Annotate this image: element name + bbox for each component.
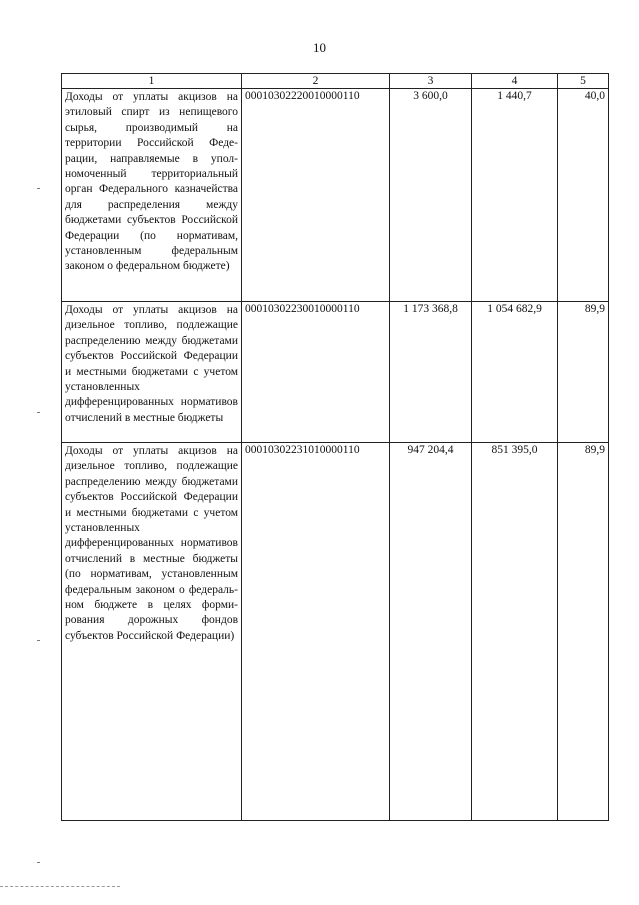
row-value-col4: 1 054 682,9 [472,302,558,443]
row-value-col5: 89,9 [558,302,609,443]
row-description: Доходы от уплаты акцизов на этиловый спирт из непищевого сырья, производимый на территории Российской Федерации, направляемые в уполномоченный территориальный орган Федерального казначейства для распределения между бюджетами субъектов Российской Федерации (по нормативам, установленным федеральным законом о федеральном бюджете) [62,89,242,302]
column-header-2: 2 [242,74,390,89]
row-budget-code: 00010302231010000110 [242,443,390,821]
row-value-col3: 3 600,0 [390,89,472,302]
row-description: Доходы от уплаты акцизов на дизельное топливо, подлежащие распределению между бюджетами субъектов Российской Федерации и местными бюджетами с учетом установленных дифференцированных нормативов отчислений в местные бюджеты [62,302,242,443]
row-value-col3: 947 204,4 [390,443,472,821]
column-header-5: 5 [558,74,609,89]
row-value-col4: 851 395,0 [472,443,558,821]
row-description: Доходы от уплаты акцизов на дизельное топливо, подлежащие распределению между бюджетами субъектов Российской Федерации и местными бюджетами с учетом установленных дифференцированных нормативов отчислений в местные бюджеты (по нормативам, установленным федеральным законом о федеральном бюджете в целях формирования дорожных фондов субъектов Российской Федерации) [62,443,242,821]
column-header-3: 3 [390,74,472,89]
scan-margin-mark [37,412,40,413]
row-value-col4: 1 440,7 [472,89,558,302]
table-header-row [62,74,609,89]
row-budget-code: 00010302230010000110 [242,302,390,443]
page-number: 10 [313,40,326,55]
row-budget-code: 00010302220010000110 [242,89,390,302]
table-row [62,89,609,302]
scan-margin-mark [37,862,40,863]
row-value-col3: 1 173 368,8 [390,302,472,443]
revenue-table [61,73,609,821]
scan-margin-mark [37,188,40,189]
row-value-col5: 40,0 [558,89,609,302]
table-row [62,302,609,443]
row-value-col5: 89,9 [558,443,609,821]
scan-margin-mark [37,640,40,641]
scan-bottom-edge [0,886,120,887]
column-header-1: 1 [62,74,242,89]
table-row [62,443,609,821]
column-header-4: 4 [472,74,558,89]
